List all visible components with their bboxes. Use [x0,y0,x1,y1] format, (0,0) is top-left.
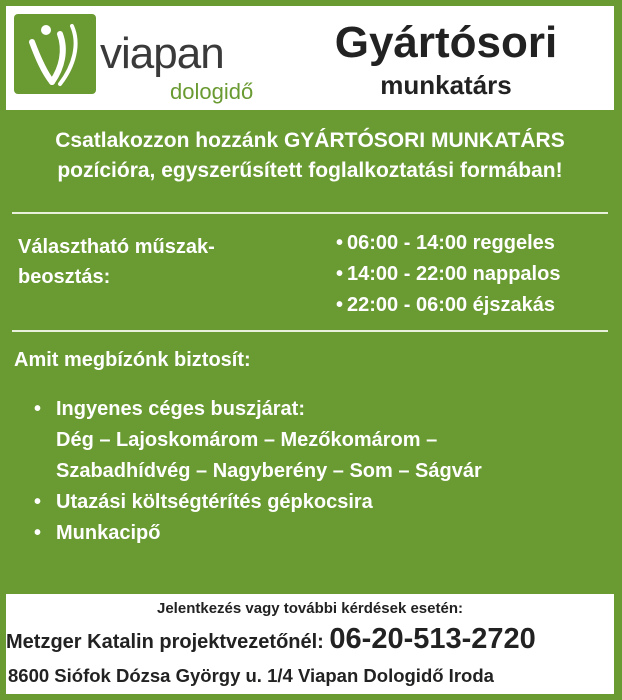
shift-item: • 22:00 - 06:00 éjszakás [336,290,560,321]
shift-item: • 14:00 - 22:00 nappalos [336,259,560,290]
brand-subtitle: dologidő [170,79,254,104]
details-panel [6,112,614,592]
bus-line-1: • Ingyenes céges buszjárat: [56,398,305,420]
intro-line-1: Csatlakozzon hozzánk GYÁRTÓSORI MUNKATÁRS [55,129,565,152]
benefits-title: Amit megbízónk biztosít: [14,349,251,371]
bus-line-2: Dég – Lajoskomárom – Mezőkomárom – [56,429,438,451]
bus-line-3: Szabadhídvég – Nagyberény – Som – Ságvár [56,460,482,482]
contact-person-line [6,622,536,659]
divider [12,330,608,332]
contact-prompt: Jelentkezés vagy további kérdések esetén: [157,600,463,617]
job-subtitle: munkatárs [380,70,512,100]
header-panel [6,6,614,110]
shift-label-line-1: Választható műszak- [18,236,215,258]
benefit-item-travel: • Utazási költségtérítés gépkocsira [34,487,482,518]
shift-item: • 06:00 - 14:00 reggeles [336,228,560,259]
intro-line-2: pozícióra, egyszerűsített foglalkoztatási formában! [57,159,563,182]
job-title: Gyártósori [334,18,558,67]
shift-list [336,228,560,321]
contact-panel [6,594,614,694]
contact-phone: 06-20-513-2720 [329,623,536,655]
benefits-list [34,394,482,549]
shift-label [18,232,288,292]
brand-name: viapan [100,29,224,78]
viapan-logo-icon [14,14,96,94]
divider [12,212,608,214]
contact-person: Metzger Katalin projektvezetőnél: [6,631,324,653]
benefit-item-shoes: • Munkacipő [34,518,482,549]
intro-text [6,126,614,186]
contact-address: 8600 Siófok Dózsa György u. 1/4 Viapan Dologidő Iroda [8,665,494,686]
benefit-item-bus [34,394,482,487]
shift-label-line-2: beosztás: [18,266,111,288]
